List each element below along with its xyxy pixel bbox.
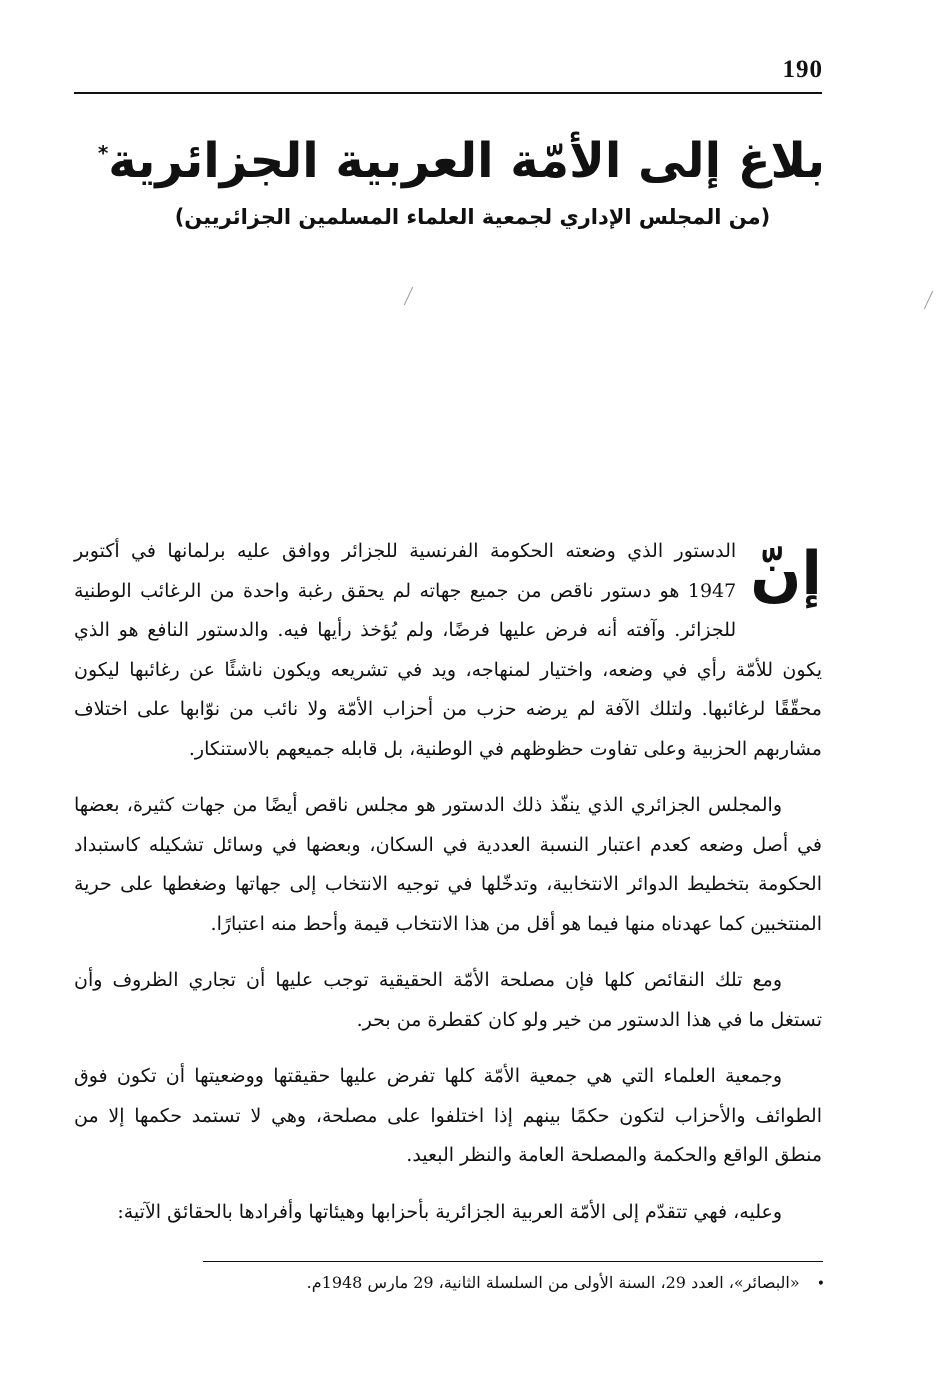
- stray-mark: [404, 287, 413, 306]
- article-title-text: بلاغ إلى الأمّة العربية الجزائرية: [108, 133, 825, 189]
- paragraph-1-text: الدستور الذي وضعته الحكومة الفرنسية للجزائر ووافق عليه برلمانها في أكتوبر 1947 هو دستور ناقص من جميع جهاته لم يحقق رغبة واحدة من الرغائب الوطنية للجزائر. وآفته أنه فرض عليها فرضًا، ولم يُؤخذ رأيها فيه. والدستور النافع هو الذي يكون للأمّة رأي في وضعه، واختيار لمنهاجه، ويد في تشريعه ويكون ناشئًا عن رغائبها ليكون محقّقًا لرغائبها. ولتلك الآفة لم يرضه حزب من أحزاب الأمّة ولا نائب من نوّابها على اختلاف مشاربهم الحزبية وعلى تفاوت حظوظهم في الوطنية، بل قابله جميعهم بالاستنكار.: [74, 540, 822, 760]
- paragraph-2: والمجلس الجزائري الذي ينفّذ ذلك الدستور هو مجلس ناقص أيضًا من جهات كثيرة، بعضها في أصل وضعه كعدم اعتبار النسبة العددية في السكان، وبعضها في وسائل تشكيله كاستبداد الحكومة بتخطيط الدوائر الانتخابية، وتدخّلها في توجيه الانتخاب إلى جهاتها وضغطها على حرية المنتخبين كما عهدناه منها فيما هو أقل من هذا الانتخاب قيمة وأحط منه اعتبارًا.: [74, 794, 823, 935]
- title-footnote-marker: *: [97, 141, 109, 165]
- page-number: 190: [782, 56, 823, 83]
- paragraph-4: وجمعية العلماء التي هي جمعية الأمّة كلها تفرض عليها حقيقتها ووضعيتها أن تكون فوق الطوائف والأحزاب لتكون حكمًا بينهم إذا اختلفوا على مصلحة، وهي لا تستمد حكمها إلا من منطق الواقع والحكمة والمصلحة العامة والنظر البعيد.: [74, 1065, 822, 1166]
- article-subtitle: (من المجلس الإداري لجمعية العلماء المسلمين الجزائريين): [174, 205, 771, 229]
- header-rule: [74, 92, 822, 94]
- paragraph-3: ومع تلك النقائص كلها فإن مصلحة الأمّة الحقيقية توجب عليها أن تجاري الظروف وأن تستغل ما في هذا الدستور من خير ولو كان كقطرة من بحر.: [74, 969, 822, 1031]
- paragraph-5: وعليه، فهي تتقدّم إلى الأمّة العربية الجزائرية بأحزابها وهيئاتها وأفرادها بالحقائق الآتية:: [117, 1200, 782, 1223]
- article-title: [97, 118, 825, 196]
- drop-cap: إنّ: [750, 539, 822, 609]
- paragraph-1: [74, 532, 822, 769]
- footnote: [120, 1268, 825, 1299]
- stray-mark: [924, 291, 933, 310]
- footnote-text: «البصائر»، العدد 29، السنة الأولى من السلسلة الثانية، 29 مارس 1948م.: [306, 1273, 800, 1292]
- footnote-rule: [203, 1261, 823, 1262]
- article-body: [74, 532, 822, 1249]
- footnote-marker: •: [816, 1276, 825, 1292]
